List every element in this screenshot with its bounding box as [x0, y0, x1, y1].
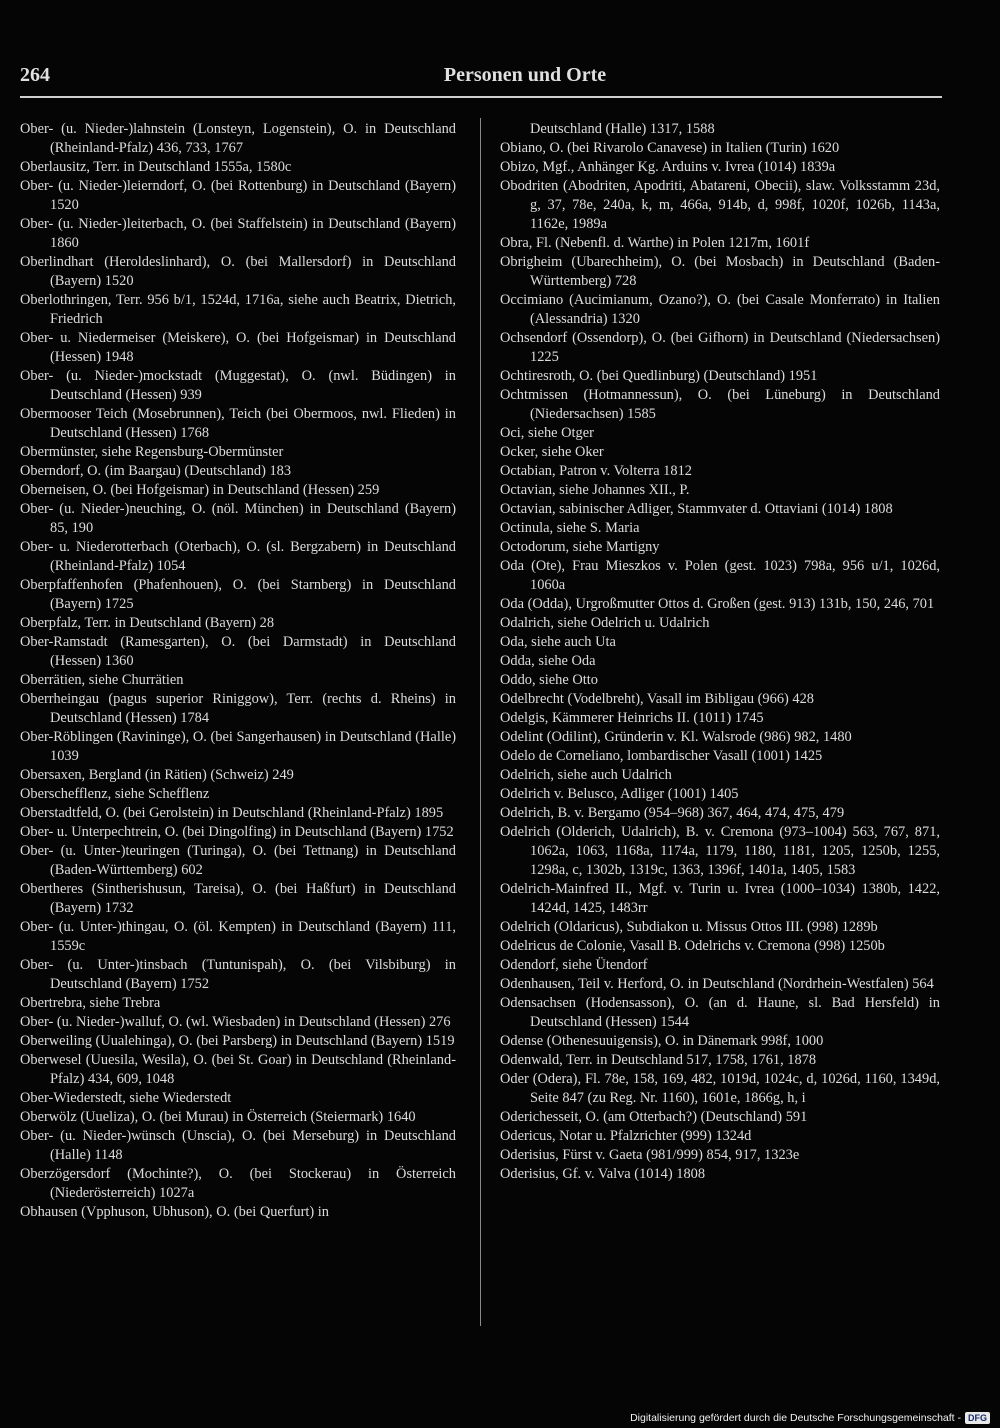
- page-header: [20, 64, 940, 96]
- index-entry: Ober-Wiederstedt, siehe Wiederstedt: [20, 1090, 232, 1106]
- index-entry: Octavian, sabinischer Adliger, Stammvater d. Ottaviani (1014) 1808: [500, 501, 893, 517]
- footer-text: Digitalisierung gefördert durch die Deutsche Forschungsgemeinschaft -: [630, 1412, 961, 1424]
- index-entry: Odendorf, siehe Ütendorf: [500, 957, 648, 973]
- index-entry: Ochtmissen (Hotmannessun), O. (bei Lüneburg) in Deutschland (Niedersachsen) 1585: [500, 387, 940, 422]
- index-entry: Odda, siehe Oda: [500, 653, 596, 669]
- index-entry: Ober- (u. Nieder-)mockstadt (Muggestat), O. (nwl. Büdingen) in Deutschland (Hessen) 939: [20, 368, 456, 403]
- index-entry: Octabian, Patron v. Volterra 1812: [500, 463, 692, 479]
- index-entry: Oderisius, Gf. v. Valva (1014) 1808: [500, 1166, 706, 1182]
- index-entry: Odelrich v. Belusco, Adliger (1001) 1405: [500, 786, 739, 802]
- index-entry: Ober- u. Niedermeiser (Meiskere), O. (bei Hofgeismar) in Deutschland (Hessen) 1948: [20, 330, 456, 365]
- index-entry: Obodriten (Abodriten, Apodriti, Abatareni, Obecii), slaw. Volksstamm 23d, g, 37, 78e, 240a, k, m, 466a, 914b, d, 998f, 1020f, 1026b, 1143a, 1162e, 1989a: [500, 178, 940, 232]
- index-entry: Oberrheingau (pagus superior Riniggow), Terr. (rechts d. Rheins) in Deutschland (Hessen) 1784: [20, 691, 456, 726]
- index-entry: Ocker, siehe Oker: [500, 444, 604, 460]
- index-entry: Oberrätien, siehe Churrätien: [20, 672, 184, 688]
- index-entry: Oda (Ote), Frau Mieszkos v. Polen (gest. 1023) 798a, 956 u/1, 1026d, 1060a: [500, 558, 940, 593]
- index-entry: Occimiano (Aucimianum, Ozano?), O. (bei Casale Monferrato) in Italien (Alessandria) 1320: [500, 292, 940, 327]
- index-entry: Odense (Othenesuuigensis), O. in Dänemark 998f, 1000: [500, 1033, 824, 1049]
- index-entry: Ober-Röblingen (Raviningе), O. (bei Sangerhausen) in Deutschland (Halle) 1039: [20, 729, 456, 764]
- index-entry: Obizo, Mgf., Anhänger Kg. Arduins v. Ivrea (1014) 1839a: [500, 159, 836, 175]
- index-entry: Ober-Ramstadt (Ramesgarten), O. (bei Darmstadt) in Deutschland (Hessen) 1360: [20, 634, 456, 669]
- index-entry: Ochtiresroth, O. (bei Quedlinburg) (Deutschland) 1951: [500, 368, 818, 384]
- index-entry: Obhausen (Vpphuson, Ubhuson), O. (bei Querfurt) in: [20, 1204, 329, 1220]
- index-entry: Oberweiling (Uualehinga), O. (bei Parsberg) in Deutschland (Bayern) 1519: [20, 1033, 455, 1049]
- index-entry: Octavian, siehe Johannes XII., P.: [500, 482, 690, 498]
- index-entry: Obertrebra, siehe Trebra: [20, 995, 161, 1011]
- index-entry: Obra, Fl. (Nebenfl. d. Warthe) in Polen 1217m, 1601f: [500, 235, 810, 251]
- running-title: Personen und Orte: [443, 64, 607, 86]
- index-entry: Odericus, Notar u. Pfalzrichter (999) 1324d: [500, 1128, 752, 1144]
- index-entry: Oberstadtfeld, O. (bei Gerolstein) in Deutschland (Rheinland-Pfalz) 1895: [20, 805, 444, 821]
- index-entry: Odelrich, siehe auch Udalrich: [500, 767, 672, 783]
- index-entry: Ochsendorf (Ossendorp), O. (bei Gifhorn) in Deutschland (Niedersachsen) 1225: [500, 330, 940, 365]
- index-entry: Odelricus de Colonie, Vasall B. Odelrichs v. Cremona (998) 1250b: [500, 938, 885, 954]
- index-entry: Ober- (u. Nieder-)wünsch (Unscia), O. (bei Merseburg) in Deutschland (Halle) 1148: [20, 1128, 456, 1163]
- index-entry: Odelrich (Olderich, Udalrich), B. v. Cremona (973–1004) 563, 767, 871, 1062a, 1063, 1168a, 1174a, 1179, 1180, 1181, 1205, 1250b, 1255, 1298a, c, 1302b, 1319c, 1363, 1396f, 1401a, 1405, 1583: [500, 824, 940, 878]
- index-entry: Odelint (Odilint), Gründerin v. Kl. Walsrode (986) 982, 1480: [500, 729, 852, 745]
- index-entry: Obrigheim (Ubarechheim), O. (bei Mosbach) in Deutschland (Baden-Württemberg) 728: [500, 254, 940, 289]
- header-rule: [20, 96, 942, 98]
- index-entry: Ober- u. Niederotterbach (Oterbach), O. (sl. Bergzabern) in Deutschland (Rheinland-Pfalz) 1054: [20, 539, 456, 574]
- index-entry: Oberneisen, O. (bei Hofgeismar) in Deutschland (Hessen) 259: [20, 482, 380, 498]
- index-entry: Oda, siehe auch Uta: [500, 634, 616, 650]
- right-column: [500, 120, 940, 1184]
- index-entry: Oberndorf, O. (im Baargau) (Deutschland) 183: [20, 463, 292, 479]
- index-entry: Odelrich-Mainfred II., Mgf. v. Turin u. Ivrea (1000–1034) 1380b, 1422, 1424d, 1425, 1483rr: [500, 881, 940, 916]
- index-entry: Obermooser Teich (Mosebrunnen), Teich (bei Obermoos, nwl. Flieden) in Deutschland (Hessen) 1768: [20, 406, 456, 441]
- index-entry: Oderisius, Fürst v. Gaeta (981/999) 854, 917, 1323e: [500, 1147, 800, 1163]
- index-entry: Octinula, siehe S. Maria: [500, 520, 640, 536]
- index-entry: Oberlausitz, Terr. in Deutschland 1555a, 1580c: [20, 159, 292, 175]
- index-entry: Obiano, O. (bei Rivarolo Canavese) in Italien (Turin) 1620: [500, 140, 840, 156]
- dfg-logo-icon: DFG: [965, 1412, 990, 1424]
- index-entry: Octodorum, siehe Martigny: [500, 539, 660, 555]
- index-entry: Oberwesel (Uuesila, Wesila), O. (bei St. Goar) in Deutschland (Rheinland-Pfalz) 434, 609, 1048: [20, 1052, 456, 1087]
- index-entry: Oberpfaffenhofen (Phafenhouen), O. (bei Starnberg) in Deutschland (Bayern) 1725: [20, 577, 456, 612]
- index-entry: Oci, siehe Otger: [500, 425, 594, 441]
- index-entry: Obersaxen, Bergland (in Rätien) (Schweiz) 249: [20, 767, 294, 783]
- index-entry: Odensachsen (Hodensasson), O. (an d. Haune, sl. Bad Hersfeld) in Deutschland (Hessen) 1544: [500, 995, 940, 1030]
- index-entry: Odelbrecht (Vodelbreht), Vasall im Bibligau (966) 428: [500, 691, 814, 707]
- index-entry: Odelrich (Oldaricus), Subdiakon u. Missus Ottos III. (998) 1289b: [500, 919, 878, 935]
- footer: [630, 1412, 990, 1424]
- index-entry: Odenhausen, Teil v. Herford, O. in Deutschland (Nordrhein-Westfalen) 564: [500, 976, 934, 992]
- page-number: 264: [20, 64, 50, 86]
- index-entry: Ober- (u. Nieder-)walluf, O. (wl. Wiesbaden) in Deutschland (Hessen) 276: [20, 1014, 451, 1030]
- index-entry: Odalrich, siehe Odelrich u. Udalrich: [500, 615, 710, 631]
- index-entry: Ober- (u. Unter-)thingau, O. (öl. Kempten) in Deutschland (Bayern) 111, 1559c: [20, 919, 456, 954]
- index-entry: Ober- u. Unterpechtrein, O. (bei Dingolfing) in Deutschland (Bayern) 1752: [20, 824, 454, 840]
- index-entry: Oberlothringen, Terr. 956 b/1, 1524d, 1716a, siehe auch Beatrix, Dietrich, Friedrich: [20, 292, 456, 327]
- index-entry: Oberschefflenz, siehe Schefflenz: [20, 786, 210, 802]
- index-entry: Odelo de Corneliano, lombardischer Vasall (1001) 1425: [500, 748, 823, 764]
- column-divider: [480, 118, 481, 1326]
- index-entry: Oberlindhart (Heroldeslinhard), O. (bei Mallersdorf) in Deutschland (Bayern) 1520: [20, 254, 456, 289]
- index-entry: Oda (Odda), Urgroßmutter Ottos d. Großen (gest. 913) 131b, 150, 246, 701: [500, 596, 935, 612]
- index-entry: Oddo, siehe Otto: [500, 672, 598, 688]
- index-entry: Obermünster, siehe Regensburg-Obermünster: [20, 444, 284, 460]
- index-entry: Odelrich, B. v. Bergamo (954–968) 367, 464, 474, 475, 479: [500, 805, 845, 821]
- left-column: [20, 120, 456, 1222]
- index-entry: Odenwald, Terr. in Deutschland 517, 1758, 1761, 1878: [500, 1052, 817, 1068]
- index-entry: Ober- (u. Nieder-)lahnstein (Lonsteyn, Logenstein), O. in Deutschland (Rheinland-Pfalz) 436, 733, 1767: [20, 121, 456, 156]
- index-entry: Obertheres (Sintherishusun, Tareisa), O. (bei Haßfurt) in Deutschland (Bayern) 1732: [20, 881, 456, 916]
- index-entry: Ober- (u. Unter-)teuringen (Turinga), O. (bei Tettnang) in Deutschland (Baden-Württemberg) 602: [20, 843, 456, 878]
- index-entry: Oderichesseit, O. (am Otterbach?) (Deutschland) 591: [500, 1109, 808, 1125]
- continued-entry: Deutschland (Halle) 1317, 1588: [530, 121, 715, 137]
- index-entry: Oder (Odera), Fl. 78e, 158, 169, 482, 1019d, 1024c, d, 1026d, 1160, 1349d, Seite 847 (zu Reg. Nr. 1160), 1601e, 1866g, h, i: [500, 1071, 940, 1106]
- index-entry: Oberwölz (Uueliza), O. (bei Murau) in Österreich (Steiermark) 1640: [20, 1109, 416, 1125]
- index-entry: Ober- (u. Nieder-)neuching, O. (nöl. München) in Deutschland (Bayern) 85, 190: [20, 501, 456, 536]
- index-entry: Oberzögersdorf (Mochinte?), O. (bei Stockerau) in Österreich (Niederösterreich) 1027a: [20, 1166, 456, 1201]
- index-entry: Ober- (u. Nieder-)leiterbach, O. (bei Staffelstein) in Deutschland (Bayern) 1860: [20, 216, 456, 251]
- index-entry: Oberpfalz, Terr. in Deutschland (Bayern) 28: [20, 615, 275, 631]
- index-entry: Ober- (u. Nieder-)leierndorf, O. (bei Rottenburg) in Deutschland (Bayern) 1520: [20, 178, 456, 213]
- index-entry: Odelgis, Kämmerer Heinrichs II. (1011) 1745: [500, 710, 764, 726]
- index-entry: Ober- (u. Unter-)tinsbach (Tuntunispah), O. (bei Vilsbiburg) in Deutschland (Bayern) 1752: [20, 957, 456, 992]
